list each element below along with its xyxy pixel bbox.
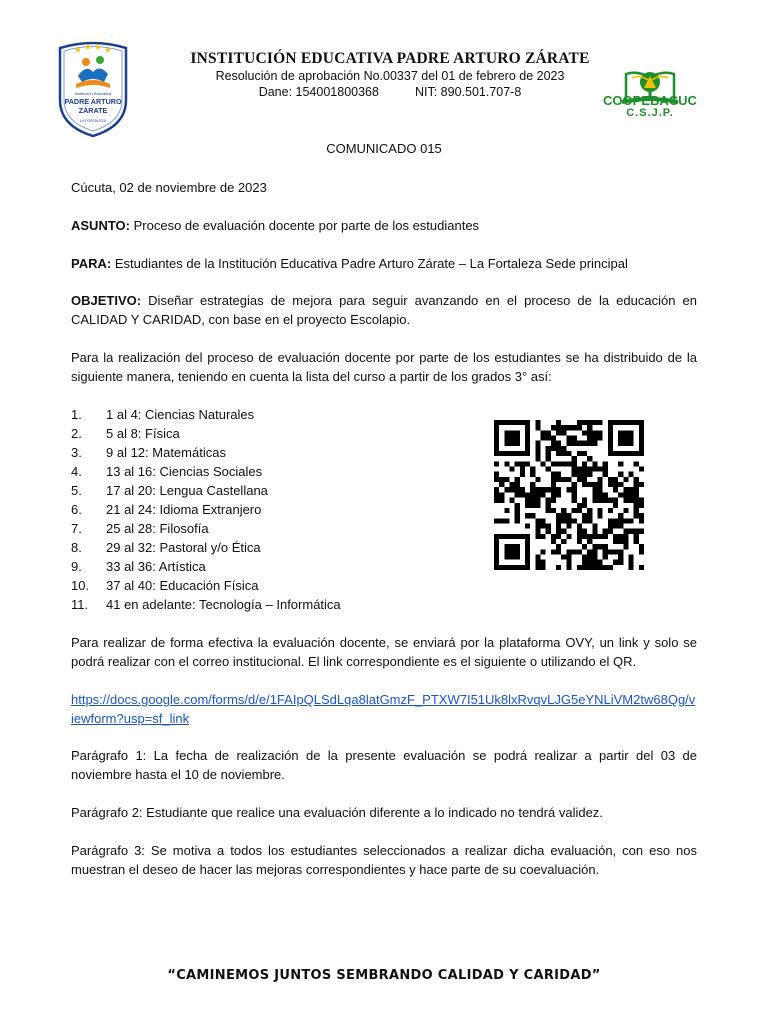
para-label: PARA: — [71, 256, 112, 271]
list-item: 11. 41 en adelante: Tecnología – Informática — [71, 597, 341, 612]
motto-footer: “CAMINEMOS JUNTOS SEMBRANDO CALIDAD Y CARIDAD” — [167, 968, 601, 983]
logo-bottom-text: LA FORTALEZA — [79, 119, 107, 123]
school-name: INSTITUCIÓN EDUCATIVA PADRE ARTURO ZÁRATE — [190, 50, 590, 67]
list-item: 3. 9 al 12: Matemáticas — [71, 445, 226, 460]
list-item: 1. 1 al 4: Ciencias Naturales — [71, 407, 255, 422]
evaluation-form-link[interactable]: https://docs.google.com/forms/d/e/1FAIpQLSdLqa8latGmzF_PTXW7I51Uk8lxRvqvLJG5eYNLiVM2tw68Qg/viewform?usp=sf_link — [71, 692, 696, 726]
list-item: 5. 17 al 20: Lengua Castellana — [71, 483, 268, 498]
objetivo-paragraph — [71, 291, 697, 329]
asunto-text: Proceso de evaluación docente por parte de los estudiantes — [133, 218, 480, 233]
asunto-label: ASUNTO: — [71, 218, 130, 233]
asunto-line — [71, 216, 697, 235]
intro-paragraph: Para la realización del proceso de evaluación docente por parte de los estudiantes se ha distribuido de la siguiente manera, teniendo en cuenta la lista del curso a partir de los grados 3° así: — [71, 350, 697, 384]
para-line — [71, 254, 697, 273]
dane-code: Dane: 154001800368 — [258, 85, 379, 99]
dane-nit-line — [150, 84, 630, 100]
coop-sub: C.S.J.P. — [626, 107, 674, 119]
list-item: 9. 33 al 36: Artística — [71, 559, 206, 574]
logo-name-line2: ZÁRATE — [78, 106, 108, 115]
para-text: Estudiantes de la Institución Educativa Padre Arturo Zárate – La Fortaleza Sede principal — [114, 256, 628, 271]
logo-top-text: Institución Educativa — [74, 91, 112, 96]
form-link-line — [71, 690, 697, 728]
objetivo-label: OBJETIVO: — [71, 293, 142, 308]
nit-code: NIT: 890.501.707-8 — [414, 85, 522, 99]
list-item: 6. 21 al 24: Idioma Extranjero — [71, 502, 262, 517]
paragraph-2: Parágrafo 2: Estudiante que realice una evaluación diferente a lo indicado no tendrá validez. — [71, 805, 603, 820]
school-shield-logo — [56, 38, 130, 138]
date-line: Cúcuta, 02 de noviembre de 2023 — [71, 180, 267, 195]
list-item: 10. 37 al 40: Educación Física — [71, 578, 259, 593]
objetivo-text: Diseñar estrategias de mejora para seguir avanzando en el proceso de la educación en CALIDAD Y CARIDAD, con base en el proyecto Escolapio. — [71, 293, 697, 327]
comunicado-title: COMUNICADO 015 — [326, 141, 442, 156]
list-item: 7. 25 al 28: Filosofía — [71, 521, 209, 536]
letterhead — [150, 50, 630, 100]
logo-name-line1: PADRE ARTURO — [64, 97, 122, 106]
subject-list — [71, 405, 341, 614]
coop-name: COOPEBACUC — [603, 93, 697, 108]
platform-paragraph: Para realizar de forma efectiva la evaluación docente, se enviará por la plataforma OVY, un link y solo se podrá realizar con el correo institucional. El link correspondiente es el siguiente o utilizando el QR. — [71, 635, 697, 669]
qr-code-icon[interactable] — [494, 417, 644, 573]
list-item: 2. 5 al 8: Física — [71, 426, 180, 441]
svg-text:∧: ∧ — [647, 79, 653, 88]
paragraph-1: Parágrafo 1: La fecha de realización de la presente evaluación se podrá realizar a partir del 03 de noviembre hasta el 10 de noviembre. — [71, 748, 697, 782]
paragraph-3: Parágrafo 3: Se motiva a todos los estudiantes seleccionados a realizar dicha evaluación, con eso nos muestran el deseo de hacer las mejoras correspondientes y hace parte de su coevaluación. — [71, 843, 697, 877]
resolution-line: Resolución de aprobación No.00337 del 01 de febrero de 2023 — [215, 69, 565, 83]
list-item: 8. 29 al 32: Pastoral y/o Ética — [71, 540, 261, 555]
list-item: 4. 13 al 16: Ciencias Sociales — [71, 464, 263, 479]
